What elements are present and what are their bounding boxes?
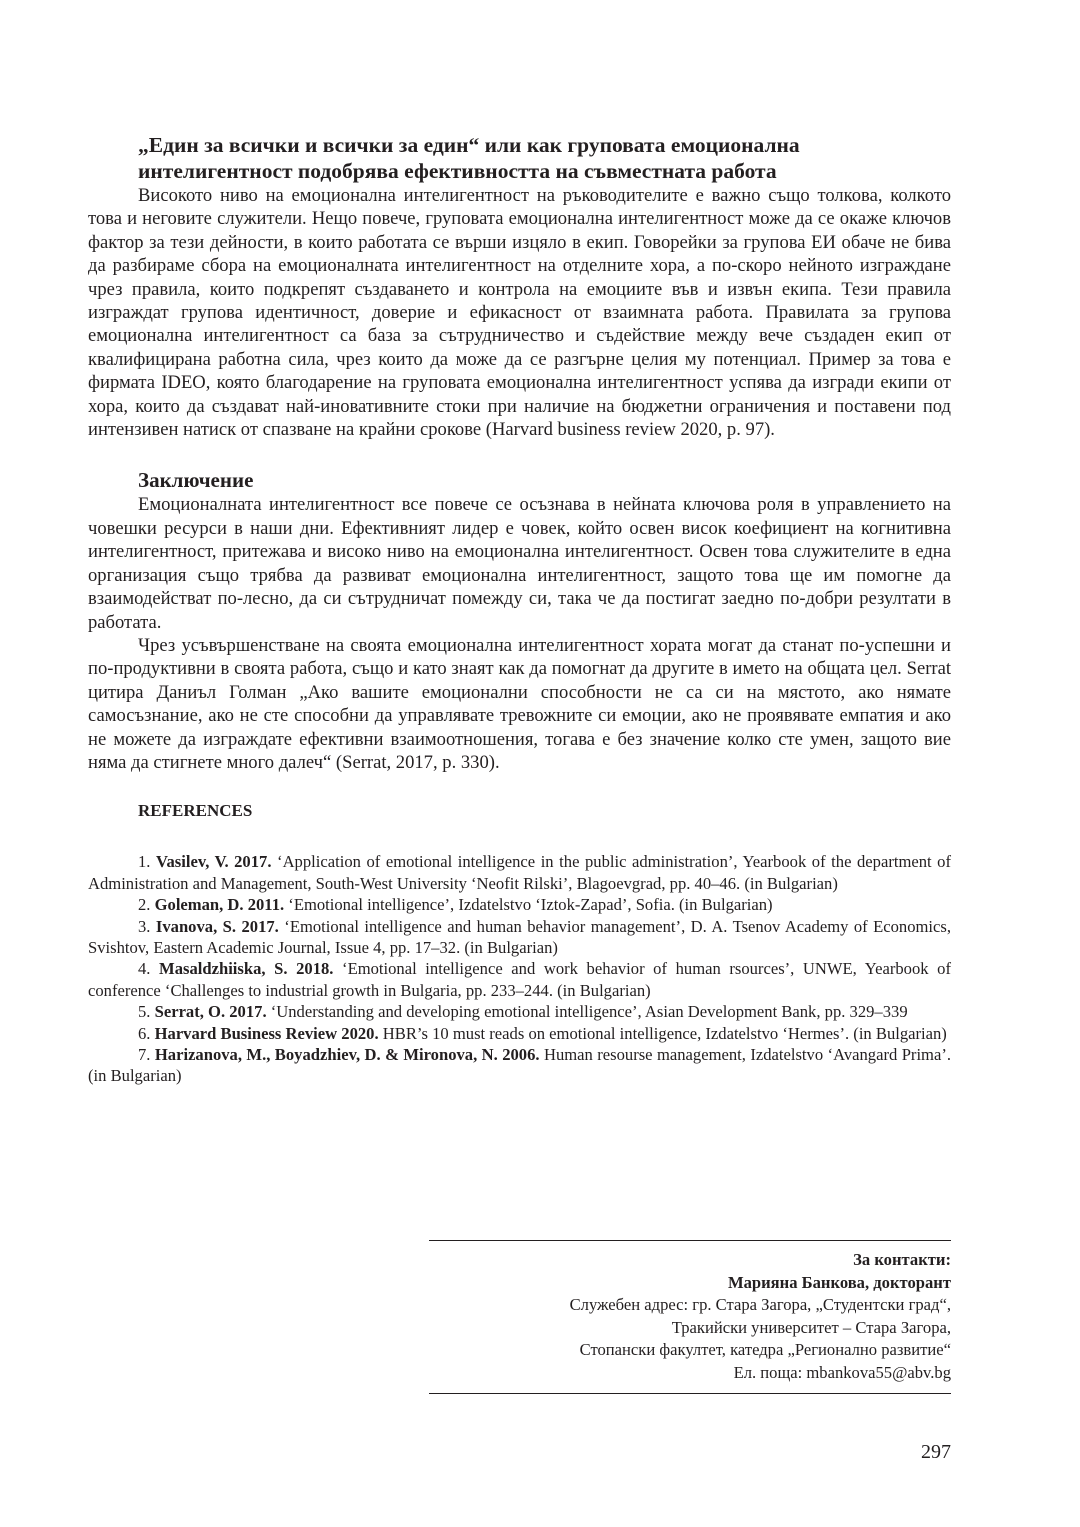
reference-item — [88, 1044, 951, 1087]
reference-number: 4. — [138, 959, 151, 979]
reference-number: 2. — [138, 895, 151, 915]
reference-author: Harizanova, M., Boyadzhiev, D. & Mironova, N. 2006. — [154, 1045, 540, 1064]
conclusion-paragraph-1: Емоционалната интелигентност все повече се осъзнава в нейната ключова роля в управлението на човешки ресурси в наши дни. Ефективният лидер е човек, който освен висок коефициент на когнитивна интелигентност, притежава и високо ниво на емоционална интелигентност. Освен това служителите в една организация също трябва да развиват емоционална интелигентност, защото това ще им помогне да взаимодействат по-лесно, да си сътрудничат помежду си, така че да постигат заедно по-добри резултати в работата. — [88, 494, 951, 633]
reference-text: ‘Understanding and developing emotional intelligence’, Asian Development Bank, pp. 329–339 — [270, 1002, 908, 1022]
section-title-line1: „Един за всички и всички за един“ или как груповата емоционална — [138, 133, 800, 157]
page-content — [88, 132, 951, 1087]
contact-address-line3: Стопански факултет, катедра „Регионално развитие“ — [579, 1340, 951, 1359]
reference-text: ‘Emotional intelligence and human behavior management’, D. A. Tsenov Academy of Economics, Svishtov, Eastern Academic Journal, Issue 4, pp. 17–32. (in Bulgarian) — [88, 916, 951, 957]
reference-number: 6. — [138, 1023, 151, 1043]
reference-number: 7. — [138, 1045, 151, 1064]
reference-text: ‘Emotional intelligence’, Izdatelstvo ‘Iztok-Zapad’, Sofia. (in Bulgarian) — [288, 895, 773, 915]
reference-item — [88, 1001, 951, 1022]
reference-author: Serrat, O. 2017. — [154, 1002, 267, 1022]
contact-address-line2: Тракийски университет – Стара Загора, — [671, 1317, 951, 1337]
reference-item — [88, 851, 951, 894]
reference-author: Goleman, D. 2011. — [154, 895, 285, 915]
conclusion-paragraph-2: Чрез усъвършенстване на своята емоционална интелигентност хората могат да станат по-успешни и по-продуктивни в своята работа, също и като знаят как да помогнат да другите в името на общата цел. Serrat цитира Даниъл Голман „Ако вашите емоционални способности не са си на мястото, ако нямате самосъзнание, ако не сте способни да управлявате тревожните си емоции, ако не проявявате емпатия и ако не можете да изграждате ефективни взаимоотношения, тогава е без значение колко сте умен, защото вие няма да стигнете много далеч“ (Serrat, 2017, p. 330). — [88, 634, 951, 773]
section-paragraph: Високото ниво на емоционална интелигентност на ръководителите е важно също толкова, колкото това и неговите служители. Нещо повече, груповата емоционална интелигентност може да се окаже ключов фактор за тези дейности, в които работата се върши изцяло в екип. Говорейки за групова ЕИ обаче не бива да разбираме сбора на емоционалната интелигентност на отделните хора, а по-скоро нейното изграждане чрез правила, които подкрепят създаването и контрола на емоциите във и извън екипа. Тези правила изграждат групова идентичност, доверие и ефикасност от взаимната работа. Правилата за групова емоционална интелигентност са база за сътрудничество и съдействие между вече създаден екип от квалифицирана работна сила, чрез които да може да се разгърне целия му потенциал. Пример за това е фирмата IDEO, която благодарение на груповата емоционална интелигентност успява да изгради екипи от хора, които да създават най-иновативните стоки при наличие на бюджетни ограничения и поставени под интензивен натиск от спазване на крайни срокове (Harvard business review 2020, p. 97). — [88, 185, 951, 441]
page-number: 297 — [921, 1441, 951, 1463]
reference-text: HBR’s 10 must reads on emotional intelligence, Izdatelstvo ‘Hermes’. (in Bulgarian) — [382, 1023, 947, 1043]
contact-address-line1: Служебен адрес: гр. Стара Загора, „Студентски град“, — [569, 1295, 951, 1314]
reference-item — [88, 1023, 951, 1044]
contact-name: Марияна Банкова, докторант — [727, 1272, 951, 1292]
reference-text: ‘Application of emotional intelligence in the public administration’, Yearbook of the department of Administration and Management, South-West University ‘Neofit Rilski’, Blagoevgrad, pp. 40–46. (in Bulgarian) — [88, 852, 952, 893]
contact-heading: За контакти: — [853, 1250, 951, 1269]
reference-author: Vasilev, V. 2017. — [156, 852, 272, 872]
section-title — [138, 132, 951, 184]
reference-item — [88, 958, 951, 1001]
reference-item — [88, 894, 951, 915]
references-list — [88, 851, 951, 1086]
reference-author: Ivanova, S. 2017. — [155, 916, 279, 936]
reference-author: Harvard Business Review 2020. — [154, 1023, 379, 1043]
reference-number: 3. — [138, 916, 151, 936]
reference-author: Masaldzhiiska, S. 2018. — [159, 959, 334, 979]
contact-box — [429, 1240, 951, 1394]
contact-email: Ел. поща: mbankova55@abv.bg — [733, 1362, 951, 1382]
reference-number: 5. — [138, 1002, 151, 1022]
reference-number: 1. — [138, 852, 151, 872]
reference-text: Human resourse management, Izdatelstvo ‘Avangard Prima’. (in Bulgarian) — [88, 1045, 952, 1086]
references-heading: REFERENCES — [138, 801, 253, 821]
reference-item — [88, 916, 951, 959]
section-title-line2: интелигентност подобрява ефективността на съвместната работа — [138, 159, 777, 183]
conclusion-heading: Заключение — [138, 468, 254, 493]
reference-text: ‘Emotional intelligence and work behavior of human rsources’, UNWE, Yearbook of conference ‘Challenges to industrial growth in Bulgaria, pp. 233–244. (in Bulgarian) — [88, 959, 951, 1000]
